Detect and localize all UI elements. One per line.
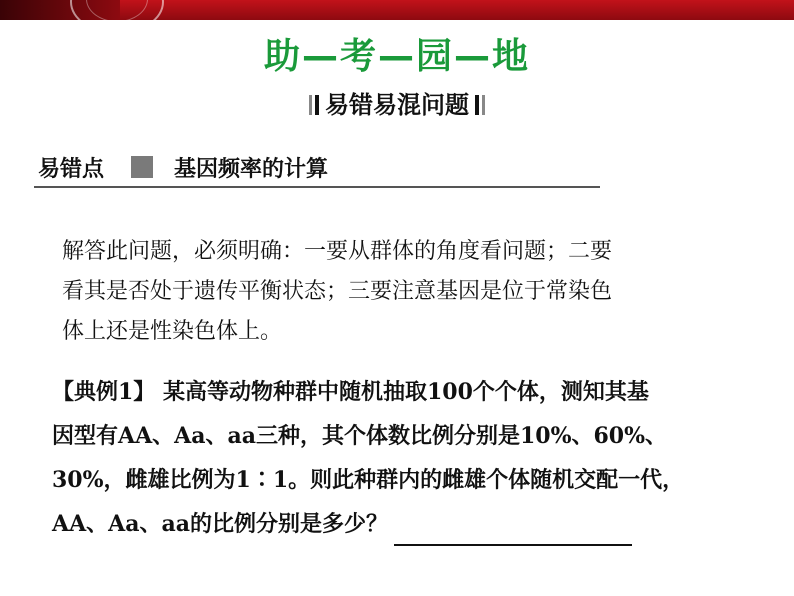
top-banner [0,0,794,20]
square-icon [131,156,153,178]
intro-line: 解答此问题，必须明确：一要从群体的角度看问题；二要 [62,239,613,264]
subtitle-text: 易错易混问题 [325,91,469,119]
example-line: 30%，雌雄比例为1∶1。则此种群内的雌雄个体随机交配一代， [52,467,685,493]
section-tag: 易错点 [38,157,105,182]
page-subtitle [0,85,794,120]
example-line: AA、Aa、aa的比例分别是多少？ [52,511,388,537]
subtitle-right-bar [475,95,479,115]
example-line: 【典例1】 某高等动物种群中随机抽取100个个体，测知其基 [52,379,649,405]
intro-line: 看其是否处于遗传平衡状态；三要注意基因是位于常染色 [62,279,613,304]
subtitle-left-bar [315,95,319,115]
section-header [34,152,600,188]
intro-paragraph [62,232,742,352]
intro-line: 体上还是性染色体上。 [62,319,283,344]
example-question [52,370,772,546]
page-title: 助—考—园—地 [263,36,530,77]
section-heading: 基因频率的计算 [174,157,329,182]
example-line-last [52,502,772,546]
example-line: 因型有AA、Aa、aa三种，其个体数比例分别是10%、60%、 [52,423,668,449]
answer-blank[interactable] [394,516,632,546]
